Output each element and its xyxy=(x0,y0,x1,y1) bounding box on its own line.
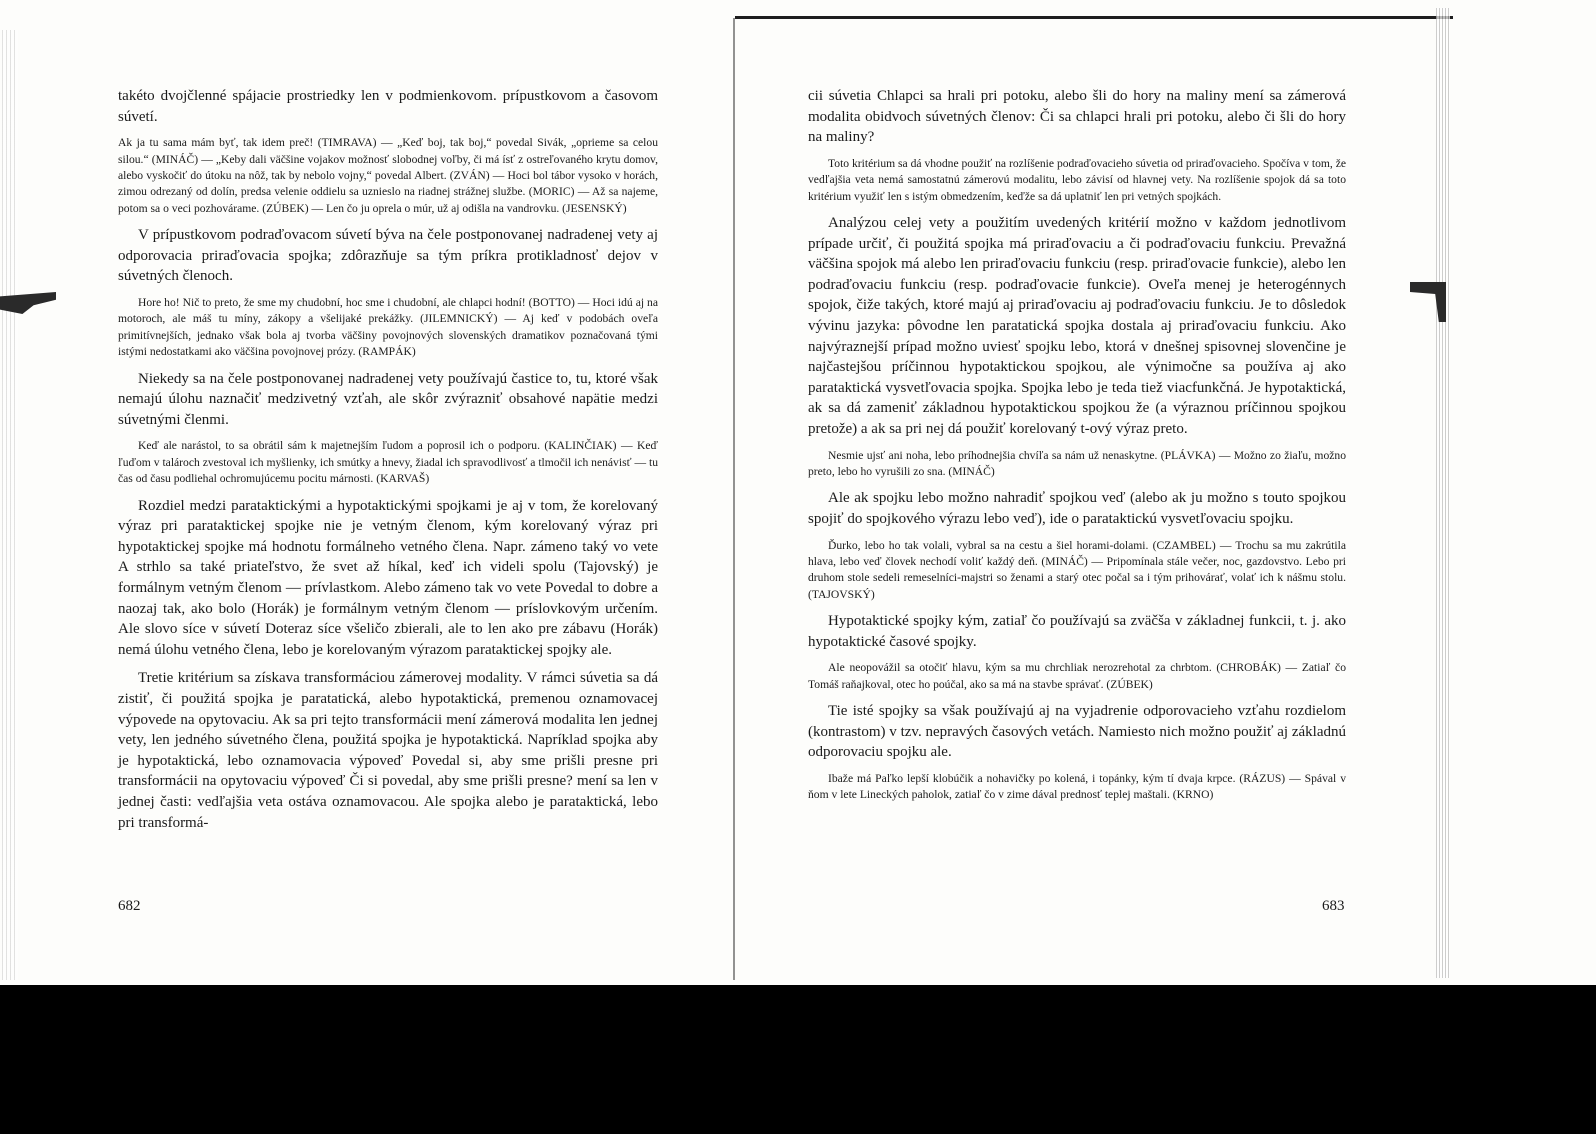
binder-clip-right xyxy=(1410,282,1446,322)
page-top-shadow xyxy=(735,16,1453,19)
paragraph: Niekedy sa na čele postponovanej nadradenej vety používajú častice to, tu, ktoré však nemajú úlohu naznačiť medzivetný vzťah, ale skôr zvýrazniť obsahové napätie medzi súvetnými členmi. xyxy=(118,370,658,428)
paragraph: V prípustkovom podraďovacom súvetí býva na čele postponovanej nadradenej vety aj odporovacia priraďovacia spojka; zdôrazňuje sa tým príkra protikladnosť dejov v súvetných členoch. xyxy=(118,227,658,285)
example-block: Ďurko, lebo ho tak volali, vybral sa na cestu a šiel horami-dolami. (CZAMBEL) — Trochu sa mu zakrútila hlava, lebo veď človek nechodí voliť každý deň. (MINÁČ) — Pripomínala stále večer, noc, gazdovstvo. Lebo pri druhom stole sedeli remeselníci-majstri so ženami a starý otec počal sa i tým prihovárať, volať ich k nášmu stolu. (TAJOVSKÝ) xyxy=(808,538,1346,601)
example-block: Ale neopovážil sa otočiť hlavu, kým sa mu chrchliak nerozrehotal za chrbtom. (CHROBÁK) — Zatiaľ čo Tomáš raňajkoval, otec ho poúčal, ako sa má na stavbe správať. (ZÚBEK) xyxy=(808,661,1346,691)
book-gutter xyxy=(733,18,735,980)
example-block: Toto kritérium sa dá vhodne použiť na rozlíšenie podraďovacieho súvetia od priraďovacieho. Spočíva v tom, že vedľajšia veta nemá samostatnú zámerovú modalitu, lebo závisí od hlavnej vety. Na rozlíšenie spojok dá sa toto kritérium využiť len s istým obmedzením, keďže sa dá uplatniť len pri vetných spojkách. xyxy=(808,156,1346,203)
scanner-bottom-bar xyxy=(0,985,1596,1134)
example-block: Nesmie ujsť ani noha, lebo príhodnejšia chvíľa sa nám už nenaskytne. (PLÁVKA) — Možno zo žiaľu, možno preto, lebo ho vyrušili zo sna. (MINÁČ) xyxy=(808,448,1346,478)
paragraph: Tretie kritérium sa získava transformáciou zámerovej modality. V rámci súvetia sa dá zistiť, či použitá spojka je paratatická, alebo hypotaktická, premenou oznamovacej výpovede na opytovaciu. Ak sa pri tejto transformácii mení zámerová modalita len jednej vety, len jedného súvetného člena, použitá spojka je hypotaktická. Napríklad spojka aby je hypotaktická, lebo oznamovacia výpoveď Povedal si, aby sme prišli presne pri transformácii na opytovaciu výpoveď Či si povedal, aby sme prišli presne? mení sa len v jednej časti: vedľajšia veta ostáva oznamovacou. Ale spojka alebo je parataktická, lebo pri transformá- xyxy=(118,670,658,831)
paragraph: Tie isté spojky sa však používajú aj na vyjadrenie odporovacieho vzťahu rozdielom (kontrastom) v tzv. nepravých časových vetách. Namiesto nich možno použiť aj základnú odporovaciu spojku ale. xyxy=(808,703,1346,761)
page-number-right: 683 xyxy=(1322,898,1345,914)
example-block: Keď ale narástol, to sa obrátil sám k majetnejším ľudom a poprosil ich o podporu. (KALINČIAK) — Keď ľuďom v talároch zvestoval ich myšlienky, ich smútky a hnevy, žiadal ich spravodlivosť a tlmočil ich nenávisť — tu čas od času podliehal ochromujúcemu pocitu márnosti. (KARVAŠ) xyxy=(118,439,658,486)
right-page xyxy=(808,86,1346,812)
paragraph: Rozdiel medzi parataktickými a hypotaktickými spojkami je aj v tom, že korelovaný výraz pri parataktickej spojke nie je vetným členom, kým korelovaný výraz pri hypotaktickej spojke má hodnotu formálneho vetného člena. Napr. zámeno taký vo vete A strhlo sa také priateľstvo, že svet až híkal, keď ich videli spolu (Tajovský) je formálnym vetným členom — prívlastkom. Alebo zámeno tak vo vete Povedal to dobre a naozaj tak, ako bolo (Horák) je formálnym vetným členom — príslovkovým určením. Ale slovo síce v súvetí Doteraz síce všeličo zbierali, ale to len ako pre zábavu (Horák) nemá úlohu vetného člena, lebo je korelovaným výrazom parataktickej spojky ale. xyxy=(118,497,658,658)
example-block: Ibaže má Paľko lepší klobúčik a nohavičky po kolená, i topánky, kým tí dvaja krpce. (RÁZUS) — Spával v ňom v lete Lineckých paholok, zatiaľ čo v zime dával prednosť teplej maštali. (KRNO) xyxy=(808,771,1346,802)
example-block: Hore ho! Nič to preto, že sme my chudobní, hoc sme i chudobní, ale chlapci hodní! (BOTTO) — Hoci idú aj na motoroch, ale máš tu míny, zákopy a všelijaké prekážky. (JILEMNICKÝ) — Aj keď v podobách oveľa primitívnejších, jednako však bola aj tvorba väčšiny povojnových slovenských dramatikov poznačovaná tými istými nedostatkami ako väčšina povojnovej prózy. (RAMPÁK) xyxy=(118,296,658,359)
paragraph: takéto dvojčlenné spájacie prostriedky len v podmienkovom. prípustkovom a časovom súvetí. xyxy=(118,88,658,125)
paragraph: Ale ak spojku lebo možno nahradiť spojkou veď (alebo ak ju možno s touto spojkou spojiť do spojkového výrazu lebo veď), ide o parataktickú vysvetľovaciu spojku. xyxy=(808,490,1346,527)
example-block: Ak ja tu sama mám byť, tak idem preč! (TIMRAVA) — „Keď boj, tak boj,“ povedal Sivák, „oprieme sa celou silou.“ (MINÁČ) — „Keby dali väčšine vojakov možnosť slobodnej voľby, či má ísť z ostreľovaného krytu domov, alebo vyskočiť do útoku na nôž, tak by nebolo vojny,“ povedal Albert. (ZVÁN) — Hoci bol tábor vysoko v horách, zimou odrezaný od dolín, predsa velenie oddielu sa uznieslo na riadnej strážnej službe. (MORIC) — Až sa najeme, potom sa o veci pozhovárame. (ZÚBEK) — Len čo ju oprela o múr, už aj odišla na vandrovku. (JESENSKÝ) xyxy=(118,136,658,215)
paragraph: cii súvetia Chlapci sa hrali pri potoku, alebo šli do hory na maliny mení sa zámerová modalita obidvoch súvetných členov: Či sa chlapci hrali pri potoku, alebo či šli do hory na maliny? xyxy=(808,88,1346,146)
page-edge-left xyxy=(2,30,18,980)
page-edge-right xyxy=(1436,8,1450,978)
paragraph: Hypotaktické spojky kým, zatiaľ čo používajú sa zväčša v základnej funkcii, t. j. ako hypotaktické časové spojky. xyxy=(808,613,1346,650)
paragraph: Analýzou celej vety a použitím uvedených kritérií možno v každom jednotlivom prípade určiť, či použitá spojka má priraďovaciu a či podraďovaciu funkciu. Prevažná väčšina spojok má alebo len priraďovaciu funkciu (resp. priraďovacie funkcie), alebo len podraďovaciu funkciu (resp. podraďovacie funkcie). Oveľa menej je heterogénnych spojok, čiže takých, ktoré majú aj priraďovaciu aj podraďovaciu funkciu. Je to dôsledok vývinu jazyka: pôvodne len paratatická spojka dostala aj priraďovaciu funkciu. Ako najvýraznejší prípad možno uviesť spojku lebo, ktorá v dnešnej spisovnej slovenčine je najčastejšou príčinnou hypotaktickou spojkou, ale výnimočne sa používa aj ako parataktická vysvetľovacia spojka. Spojka lebo je teda tiež viacfunkčná. Je hypotaktická, ak sa dá zameniť základnou hypotaktickou spojkou že (a výraznou príčinnou spojkou pretože) a ak sa pri nej dá použiť korelovaný t-ový výraz preto. xyxy=(808,215,1346,437)
page-number-left: 682 xyxy=(118,898,141,914)
left-page xyxy=(118,86,658,841)
